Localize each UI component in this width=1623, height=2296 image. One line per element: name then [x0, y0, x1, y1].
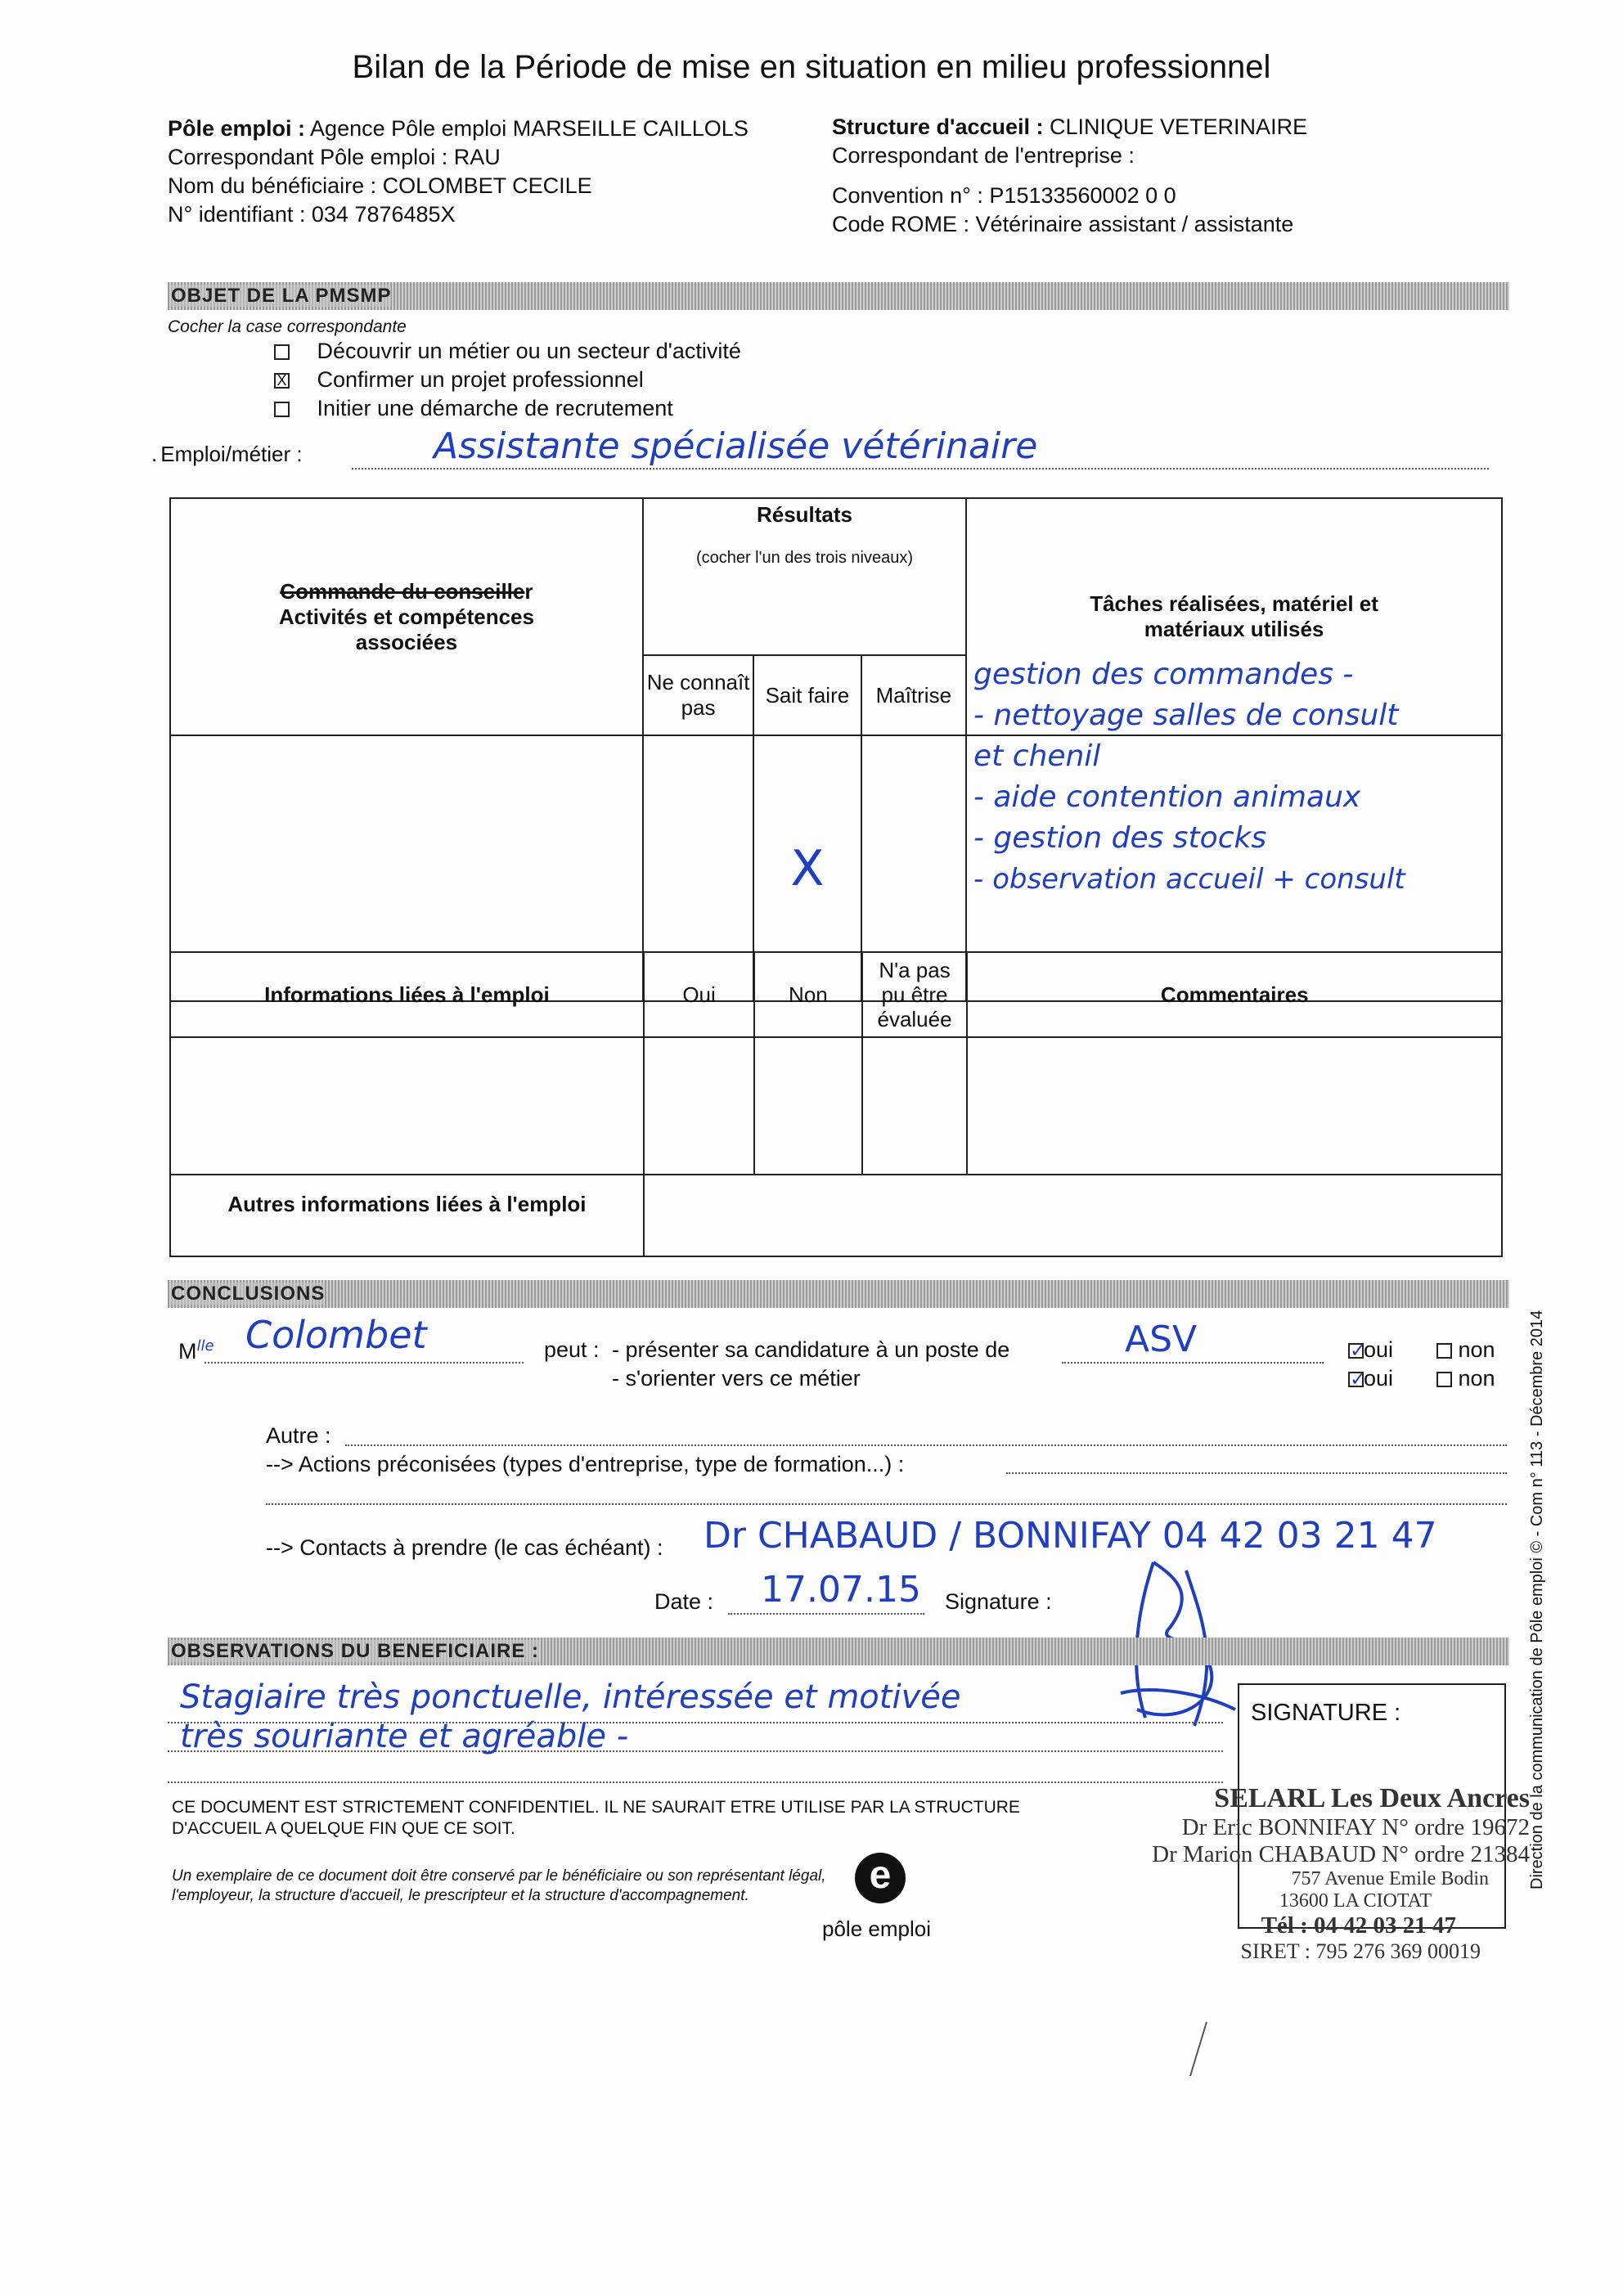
- commentaires-header: Commentaires: [967, 952, 1502, 1037]
- pole-emploi-logo-text: pôle emploi: [822, 1916, 931, 1941]
- actions-dots-2[interactable]: [266, 1503, 1507, 1505]
- oui-checkbox-2[interactable]: ✓: [1350, 1368, 1367, 1391]
- stamp-line7: SIRET : 795 276 369 00019: [1240, 1939, 1481, 1963]
- signature-box-label: SIGNATURE :: [1251, 1700, 1401, 1726]
- autres-cell[interactable]: [644, 1175, 1502, 1256]
- vertical-copyright: Direction de la communication de Pôle emploi © - Com n° 113 - Décembre 2014: [1528, 1310, 1546, 1889]
- nom-beneficiaire: Nom du bénéficiaire : COLOMBET CECILE: [168, 173, 592, 198]
- objet-option-1[interactable]: Découvrir un métier ou un secteur d'activité: [274, 339, 741, 364]
- structure-value: CLINIQUE VETERINAIRE: [1050, 115, 1308, 139]
- confidential-line1: CE DOCUMENT EST STRICTEMENT CONFIDENTIEL. IL NE SAURAIT ETRE UTILISE PAR LA STRUCTURE: [172, 1798, 1020, 1817]
- emploi-dotted-line: [352, 468, 1489, 470]
- col-na: N'a pas pu être évaluée: [862, 952, 968, 1037]
- confidential-line2: D'ACCUEIL A QUELQUE FIN QUE CE SOIT.: [172, 1819, 515, 1838]
- objet-instruction: Cocher la case correspondante: [168, 317, 407, 336]
- observations-band: OBSERVATIONS DU BENEFICIAIRE :: [168, 1638, 1509, 1665]
- conclusion-name[interactable]: Colombet: [245, 1313, 427, 1357]
- observation-line2[interactable]: très souriante et agréable -: [180, 1718, 629, 1755]
- oui-checkbox-1[interactable]: ✓: [1350, 1339, 1367, 1363]
- conclusions-band: CONCLUSIONS: [168, 1280, 1509, 1308]
- date-value[interactable]: 17.07.15: [761, 1569, 921, 1611]
- contacts-value[interactable]: Dr CHABAUD / BONNIFAY 04 42 03 21 47: [704, 1515, 1437, 1557]
- pole-emploi-logo-icon: e: [855, 1853, 906, 1903]
- poste-dots: [1062, 1362, 1324, 1364]
- non-option-2[interactable]: non: [1436, 1366, 1495, 1391]
- checkbox-confirmer[interactable]: X: [274, 373, 290, 389]
- name-dots: [205, 1362, 524, 1364]
- tache-4: - aide contention animaux: [973, 780, 1361, 814]
- checkbox-decouvrir[interactable]: [274, 344, 290, 360]
- footer-note: Un exemplaire de ce document doit être conservé par le bénéficiaire ou son représentant légal, l'employeur, la structure d'accueil, le prescripteur et la structure d'accompagnement.: [172, 1867, 826, 1904]
- stamp-line3: Dr Marion CHABAUD N° ordre 21384: [1152, 1841, 1530, 1867]
- conclusion-line2: - s'orienter vers ce métier: [612, 1366, 861, 1391]
- signature-label: Signature :: [945, 1589, 1052, 1614]
- col-oui: Oui: [644, 952, 754, 1037]
- oui-option-2[interactable]: ✓oui: [1350, 1366, 1394, 1391]
- poste-value[interactable]: ASV: [1125, 1319, 1198, 1360]
- stray-pen-mark: [1186, 2020, 1211, 2078]
- objet-band: OBJET DE LA PMSMP: [168, 282, 1509, 310]
- structure-label: Structure d'accueil :: [832, 115, 1044, 139]
- company-stamp: [1088, 1783, 1530, 1964]
- non-cell[interactable]: [754, 1037, 861, 1175]
- resultats-header: Résultats (cocher l'un des trois niveaux): [643, 498, 966, 655]
- oui-option-1[interactable]: ✓oui: [1350, 1337, 1394, 1363]
- info-table: [169, 951, 1503, 1257]
- info-header: Informations liées à l'emploi: [170, 952, 644, 1037]
- date-label: Date :: [654, 1589, 714, 1614]
- na-cell[interactable]: [862, 1037, 968, 1175]
- pole-emploi-value: Agence Pôle emploi MARSEILLE CAILLOLS: [310, 116, 749, 141]
- autre-label: Autre :: [266, 1423, 331, 1448]
- non-option-1[interactable]: non: [1436, 1337, 1495, 1363]
- identifiant: N° identifiant : 034 7876485X: [168, 202, 456, 227]
- contacts-label: --> Contacts à prendre (le cas échéant) :: [266, 1535, 663, 1560]
- col-non: Non: [754, 952, 861, 1037]
- header-left: [168, 115, 822, 229]
- taches-header: Tâches réalisées, matériel et matériaux utilisés: [966, 498, 1502, 735]
- stamp-line1: SELARL Les Deux Ancres: [1214, 1783, 1530, 1813]
- conclusion-line1: - présenter sa candidature à un poste de: [612, 1337, 1010, 1362]
- taches-handwriting: [973, 654, 1620, 900]
- col-maitrise: Maîtrise: [861, 655, 967, 735]
- tache-3: et chenil: [973, 739, 1101, 773]
- tache-6: - observation accueil + consult: [973, 863, 1405, 896]
- oui-cell[interactable]: [644, 1037, 754, 1175]
- conclusion-m: $M^{lle}$: [178, 1337, 214, 1364]
- page-title: Bilan de la Période de mise en situation en milieu professionnel: [352, 49, 1271, 85]
- autres-header: Autres informations liées à l'emploi: [170, 1175, 644, 1256]
- info-cell[interactable]: [170, 1037, 644, 1175]
- col-ne-connait-pas: Ne connaît pas: [643, 655, 754, 735]
- actions-dots[interactable]: [1006, 1472, 1507, 1474]
- stamp-line4: 757 Avenue Emile Bodin: [1291, 1868, 1489, 1889]
- observation-line1[interactable]: Stagiaire très ponctuelle, intéressée et motivée: [180, 1678, 961, 1716]
- activites-header: Commande du conseiller Activités et compétences associées: [170, 498, 643, 735]
- convention: Convention n° : P15133560002 0 0: [832, 183, 1176, 208]
- objet-option-3[interactable]: Initier une démarche de recrutement: [274, 396, 673, 421]
- code-rome: Code ROME : Vétérinaire assistant / assistante: [832, 212, 1294, 236]
- non-checkbox-1[interactable]: [1436, 1343, 1452, 1359]
- commentaires-cell[interactable]: [967, 1037, 1502, 1175]
- header-right: [832, 113, 1486, 239]
- tache-1: gestion des commandes -: [973, 658, 1354, 691]
- sait-faire-mark: X: [790, 839, 825, 897]
- tache-2: - nettoyage salles de consult: [973, 699, 1399, 732]
- stamp-line2: Dr Eric BONNIFAY N° ordre 19672: [1181, 1814, 1530, 1840]
- emploi-metier-row: . Emploi/métier :: [151, 442, 303, 466]
- emploi-value[interactable]: Assistante spécialisée vétérinaire: [434, 425, 1038, 467]
- correspondant-entreprise: Correspondant de l'entreprise :: [832, 143, 1135, 168]
- obs-dots-3: [168, 1782, 1223, 1783]
- autre-dots[interactable]: [345, 1445, 1507, 1446]
- pole-emploi-label: Pôle emploi :: [168, 116, 306, 141]
- correspondant-pe: Correspondant Pôle emploi : RAU: [168, 145, 501, 169]
- emploi-label: Emploi/métier :: [160, 442, 303, 466]
- date-dots: [728, 1613, 924, 1615]
- actions-label: --> Actions préconisées (types d'entreprise, type de formation...) :: [266, 1452, 905, 1476]
- objet-option-2[interactable]: X Confirmer un projet professionnel: [274, 367, 644, 393]
- tache-5: - gestion des stocks: [973, 821, 1267, 855]
- stamp-line6: Tél : 04 42 03 21 47: [1261, 1912, 1456, 1939]
- col-sait-faire: Sait faire: [753, 655, 861, 735]
- non-checkbox-2[interactable]: [1436, 1372, 1452, 1387]
- checkbox-initier[interactable]: [274, 402, 290, 417]
- peut-label: peut :: [544, 1337, 600, 1362]
- stamp-line5: 13600 LA CIOTAT: [1279, 1890, 1432, 1912]
